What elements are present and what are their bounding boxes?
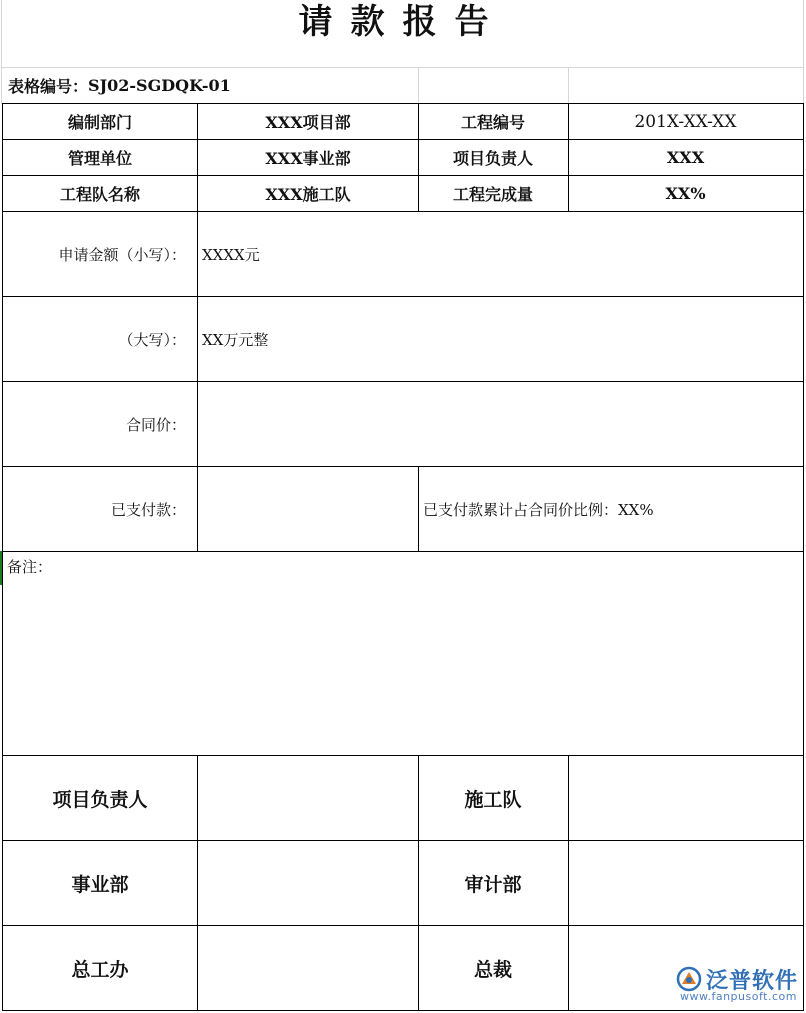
table-border <box>2 925 803 926</box>
table-border <box>418 755 419 1011</box>
form-code <box>2 68 402 103</box>
gridline <box>568 67 569 103</box>
sign-label-construction-team: 施工队 <box>464 788 522 811</box>
gridline <box>803 0 804 104</box>
sign-box-chief-engineer[interactable] <box>198 926 418 1010</box>
sign-box-business-dept[interactable] <box>198 841 418 925</box>
table-border <box>568 103 569 211</box>
gridline <box>2 67 803 68</box>
sign-label-business-dept: 事业部 <box>71 873 129 896</box>
brand-name: 泛普软件 <box>706 969 799 994</box>
table-border <box>2 103 3 1011</box>
table-border <box>568 755 569 1011</box>
table-border <box>418 466 419 551</box>
table-border <box>2 211 803 212</box>
brand-logo <box>676 964 802 1006</box>
info-value-department: XXX项目部 <box>265 113 351 132</box>
form-code-label: 表格编号： <box>8 77 89 96</box>
table-border <box>2 296 803 297</box>
contract-price-value[interactable] <box>198 382 803 466</box>
sign-box-construction-team[interactable] <box>568 756 803 840</box>
amount-small-value[interactable]: XXXX元 <box>202 245 260 264</box>
sign-label-audit-dept: 审计部 <box>464 873 522 896</box>
remark-label: 备注： <box>7 558 53 576</box>
gridline <box>418 67 419 103</box>
info-key-department: 编制部门 <box>67 113 132 132</box>
sign-box-project-lead[interactable] <box>198 756 418 840</box>
form-code-value: SJ02-SGDQK-01 <box>88 76 231 95</box>
table-border <box>2 175 803 176</box>
remark-area[interactable] <box>2 552 803 755</box>
brand-logo-icon <box>676 966 702 992</box>
sign-box-audit-dept[interactable] <box>568 841 803 925</box>
contract-price-label: 合同价： <box>125 415 186 434</box>
brand-url: www.fanpusoft.com <box>680 990 797 1003</box>
form-title: 请款报告 <box>298 2 507 42</box>
info-value-project-lead: XXX <box>666 148 705 167</box>
info-key-team-name: 工程队名称 <box>59 185 140 204</box>
sign-label-chief-engineer: 总工办 <box>71 958 129 981</box>
info-key-management: 管理单位 <box>67 149 132 168</box>
info-key-completion: 工程完成量 <box>452 185 533 204</box>
info-value-project-no: 201X-XX-XX <box>634 111 737 132</box>
sign-label-president: 总裁 <box>473 958 512 981</box>
amount-big-value[interactable]: XX万元整 <box>202 330 269 349</box>
paid-value[interactable] <box>198 467 418 551</box>
paid-label: 已支付款： <box>110 500 186 519</box>
info-value-completion: XX% <box>665 184 706 203</box>
table-border <box>2 466 803 467</box>
table-border <box>418 103 419 211</box>
amount-small-label: 申请金额（小写）： <box>58 245 186 264</box>
info-value-management: XXX事业部 <box>265 149 351 168</box>
table-border <box>197 103 198 551</box>
table-border <box>2 103 803 104</box>
table-border <box>2 551 803 552</box>
table-border <box>2 1010 803 1011</box>
table-border <box>197 755 198 1011</box>
amount-big-label: （大写）： <box>118 330 186 349</box>
sign-label-project-lead: 项目负责人 <box>52 788 148 811</box>
paid-ratio: 已支付款累计占合同价比例：XX% <box>423 500 654 519</box>
info-value-team-name: XXX施工队 <box>265 185 351 204</box>
gridline <box>1 0 2 104</box>
table-border <box>2 755 803 756</box>
table-border <box>2 840 803 841</box>
table-border <box>803 103 804 1011</box>
table-border <box>2 381 803 382</box>
info-key-project-no: 工程编号 <box>460 113 525 132</box>
info-key-project-lead: 项目负责人 <box>452 149 533 168</box>
table-border <box>2 139 803 140</box>
